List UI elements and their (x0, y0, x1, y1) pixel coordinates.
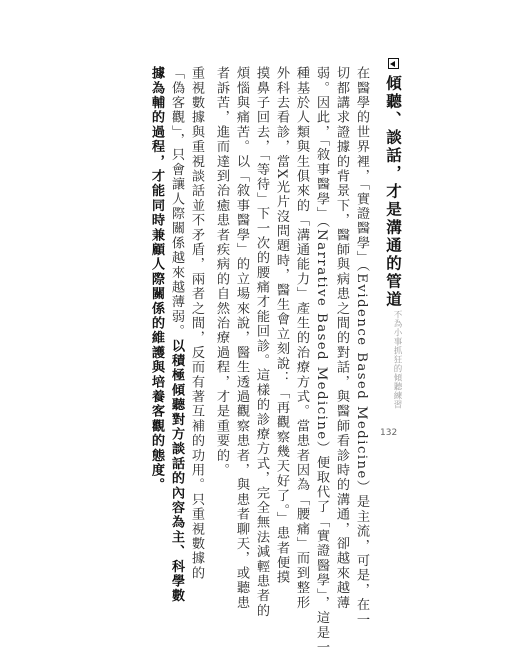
body-column-8: 者訴苦，進而達到治癒患者疾病的自然治療過程，才是重要的。 (214, 66, 229, 478)
paragraph-2-column-1: 重視數據與重視談話並不矛盾，兩者之間，反而有著互補的功用。只重視數據的 (189, 66, 204, 581)
paragraph-2-text: 「偽客觀」，只會讓人際關係越來越薄弱。 (169, 66, 184, 339)
running-head: 不為小事抓狂的傾聽練習 (392, 310, 402, 409)
body-column-2: 切都講求證據的背景下，醫師與病患之間的對話，與醫師看診時的溝通，卻越來越薄 (334, 66, 349, 610)
section-heading-text: 傾聽、談話，才是溝通的管道 (384, 75, 402, 309)
bold-emphasis-text: 以積極傾聽對方談話的內容為主、科學數 (169, 338, 184, 604)
section-heading (382, 58, 402, 309)
body-column-4: 種基於人類與生俱來的「溝通能力」產生的治療方式。當患者因為「腰痛」而到整形 (294, 66, 309, 610)
body-column-7: 煩惱與痛苦。以「敘事醫學」的立場來說，醫生透過觀察患者，與患者聊天，或聽患 (234, 66, 249, 610)
body-column-1: 在醫學的世界裡，「實證醫學」（Evidence Based Medicine）是主流，可是，在一 (354, 66, 369, 627)
body-column-5: 外科去看診，當X光片沒問題時，醫生會立刻說：「再觀察幾天好了。」患者便摸 (274, 66, 289, 585)
section-marker-icon (388, 58, 399, 69)
body-column-3: 弱。因此，「敘事醫學」（Narrative Based Medicine）便取代了「實證醫學」，這是一 (314, 66, 329, 655)
page-number: 132 (380, 428, 398, 438)
paragraph-2-column-2 (167, 66, 185, 603)
body-column-6: 摸鼻子回去，「等待」下一次的腰痛才能回診。這樣的診療方式，完全無法減輕患者的 (254, 66, 269, 618)
bold-emphasis-column: 據為輔的過程，才能同時兼顧人際關係的維護與培養客觀的態度。 (149, 66, 164, 493)
